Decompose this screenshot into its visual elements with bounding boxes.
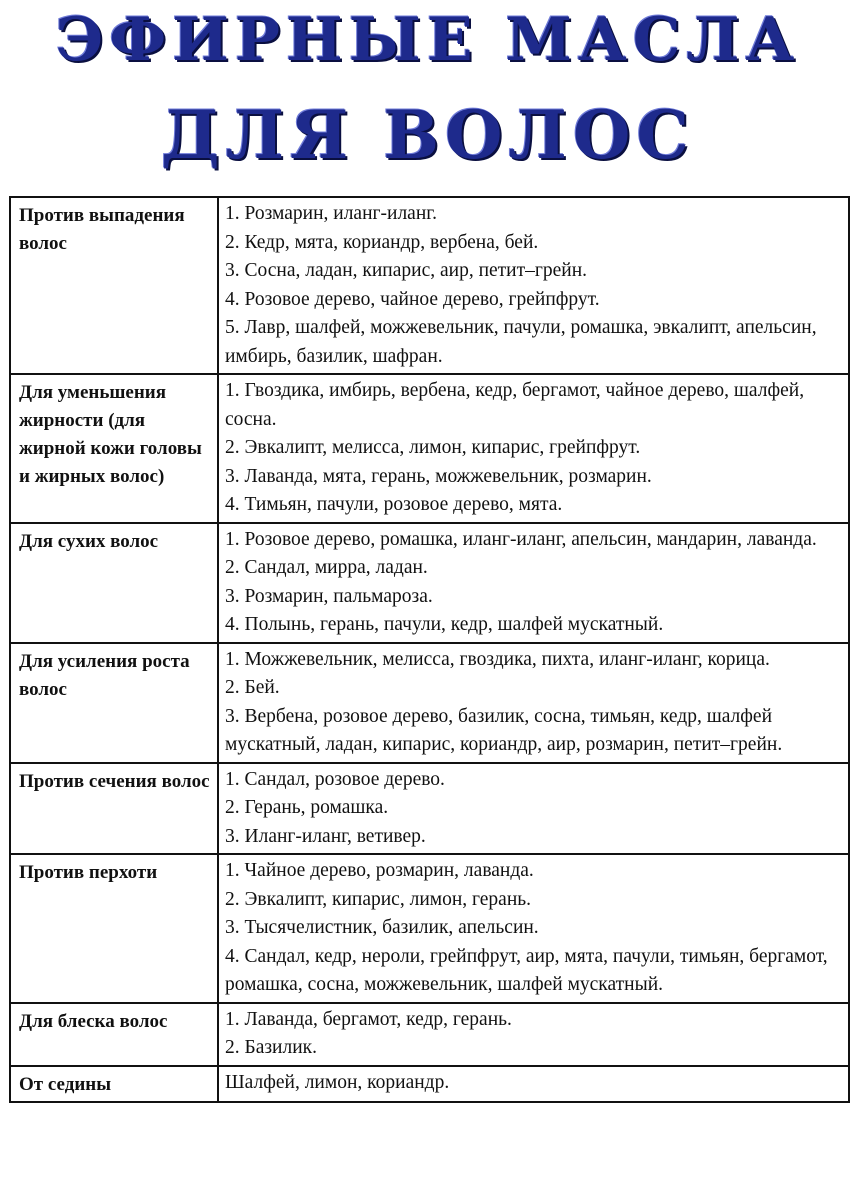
category-cell: Против выпадения волос: [10, 197, 218, 374]
list-item: 3. Розмарин, пальмароза.: [225, 585, 433, 607]
list-item: 2. Бей.: [225, 677, 280, 698]
list-item: Шалфей, лимон, кориандр.: [225, 1071, 450, 1093]
items-cell: [218, 854, 849, 1003]
list-item: 3. Тысячелистник, базилик, апельсин.: [225, 917, 539, 938]
items-cell: [218, 197, 849, 374]
category-cell: Для сухих волос: [10, 523, 218, 643]
category-cell: Для уменьшения жирности (для жирной кожи головы и жирных волос): [10, 374, 218, 523]
list-item: 3. Лаванда, мята, герань, можжевельник, розмарин.: [225, 465, 652, 487]
table-row: [10, 643, 849, 763]
list-item: 1. Лаванда, бергамот, кедр, герань.: [225, 1008, 512, 1030]
category-cell: Против перхоти: [10, 854, 218, 1003]
list-item: 1. Сандал, розовое дерево.: [225, 768, 445, 790]
list-item: 2. Эвкалипт, мелисса, лимон, кипарис, грейпфрут.: [225, 437, 641, 458]
table-row: [10, 1003, 849, 1066]
list-item: 2. Базилик.: [225, 1037, 318, 1058]
title-block: [0, 0, 856, 190]
table-row: [10, 523, 849, 643]
table-row: [10, 854, 849, 1003]
category-cell: Для усиления роста волос: [10, 643, 218, 763]
category-cell: От седины: [10, 1066, 218, 1102]
category-cell: Для блеска волос: [10, 1003, 218, 1066]
list-item: 1. Можжевельник, мелисса, гвоздика, пихта, иланг-иланг, корица.: [225, 648, 770, 670]
items-cell: [218, 1003, 849, 1066]
list-item: 3. Иланг-иланг, ветивер.: [225, 825, 426, 847]
category-cell: Против сечения волос: [10, 763, 218, 855]
oils-table: [9, 196, 850, 1103]
table-row: [10, 374, 849, 523]
list-item: 2. Герань, ромашка.: [225, 797, 389, 818]
list-item: 1. Гвоздика, имбирь, вербена, кедр, бергамот, чайное дерево, шалфей, сосна.: [225, 380, 805, 430]
list-item: 5. Лавр, шалфей, можжевельник, пачули, ромашка, эвкалипт, апельсин, имбирь, базилик, шафран.: [225, 317, 817, 367]
list-item: 1. Розмарин, иланг-иланг.: [225, 203, 437, 224]
list-item: 1. Розовое дерево, ромашка, иланг-иланг, апельсин, мандарин, лаванда.: [225, 528, 817, 550]
list-item: 4. Сандал, кедр, нероли, грейпфрут, аир, мята, пачули, тимьян, бергамот, ромашка, сосна, можжевельник, шалфей мускатный.: [225, 945, 828, 995]
list-item: 3. Сосна, ладан, кипарис, аир, петит–грейн.: [225, 260, 588, 281]
list-item: 2. Кедр, мята, кориандр, вербена, бей.: [225, 231, 539, 253]
title-line-1: ЭФИРНЫЕ МАСЛА: [55, 5, 801, 75]
table-row: [10, 197, 849, 374]
list-item: 4. Полынь, герань, пачули, кедр, шалфей мускатный.: [225, 614, 664, 635]
list-item: 4. Тимьян, пачули, розовое дерево, мята.: [225, 494, 563, 515]
items-cell: [218, 1066, 849, 1102]
items-cell: [218, 763, 849, 855]
list-item: 2. Эвкалипт, кипарис, лимон, герань.: [225, 888, 532, 910]
table-row: [10, 1066, 849, 1102]
list-item: 2. Сандал, мирра, ладан.: [225, 557, 428, 578]
list-item: 4. Розовое дерево, чайное дерево, грейпфрут.: [225, 288, 600, 310]
title-line-2: ДЛЯ ВОЛОС: [161, 96, 695, 174]
list-item: 3. Вербена, розовое дерево, базилик, сосна, тимьян, кедр, шалфей мускатный, ладан, кипарис, кориандр, аир, розмарин, петит–грейн.: [225, 705, 783, 755]
list-item: 1. Чайное дерево, розмарин, лаванда.: [225, 860, 534, 881]
items-cell: [218, 374, 849, 523]
table-row: [10, 763, 849, 855]
items-cell: [218, 523, 849, 643]
items-cell: [218, 643, 849, 763]
